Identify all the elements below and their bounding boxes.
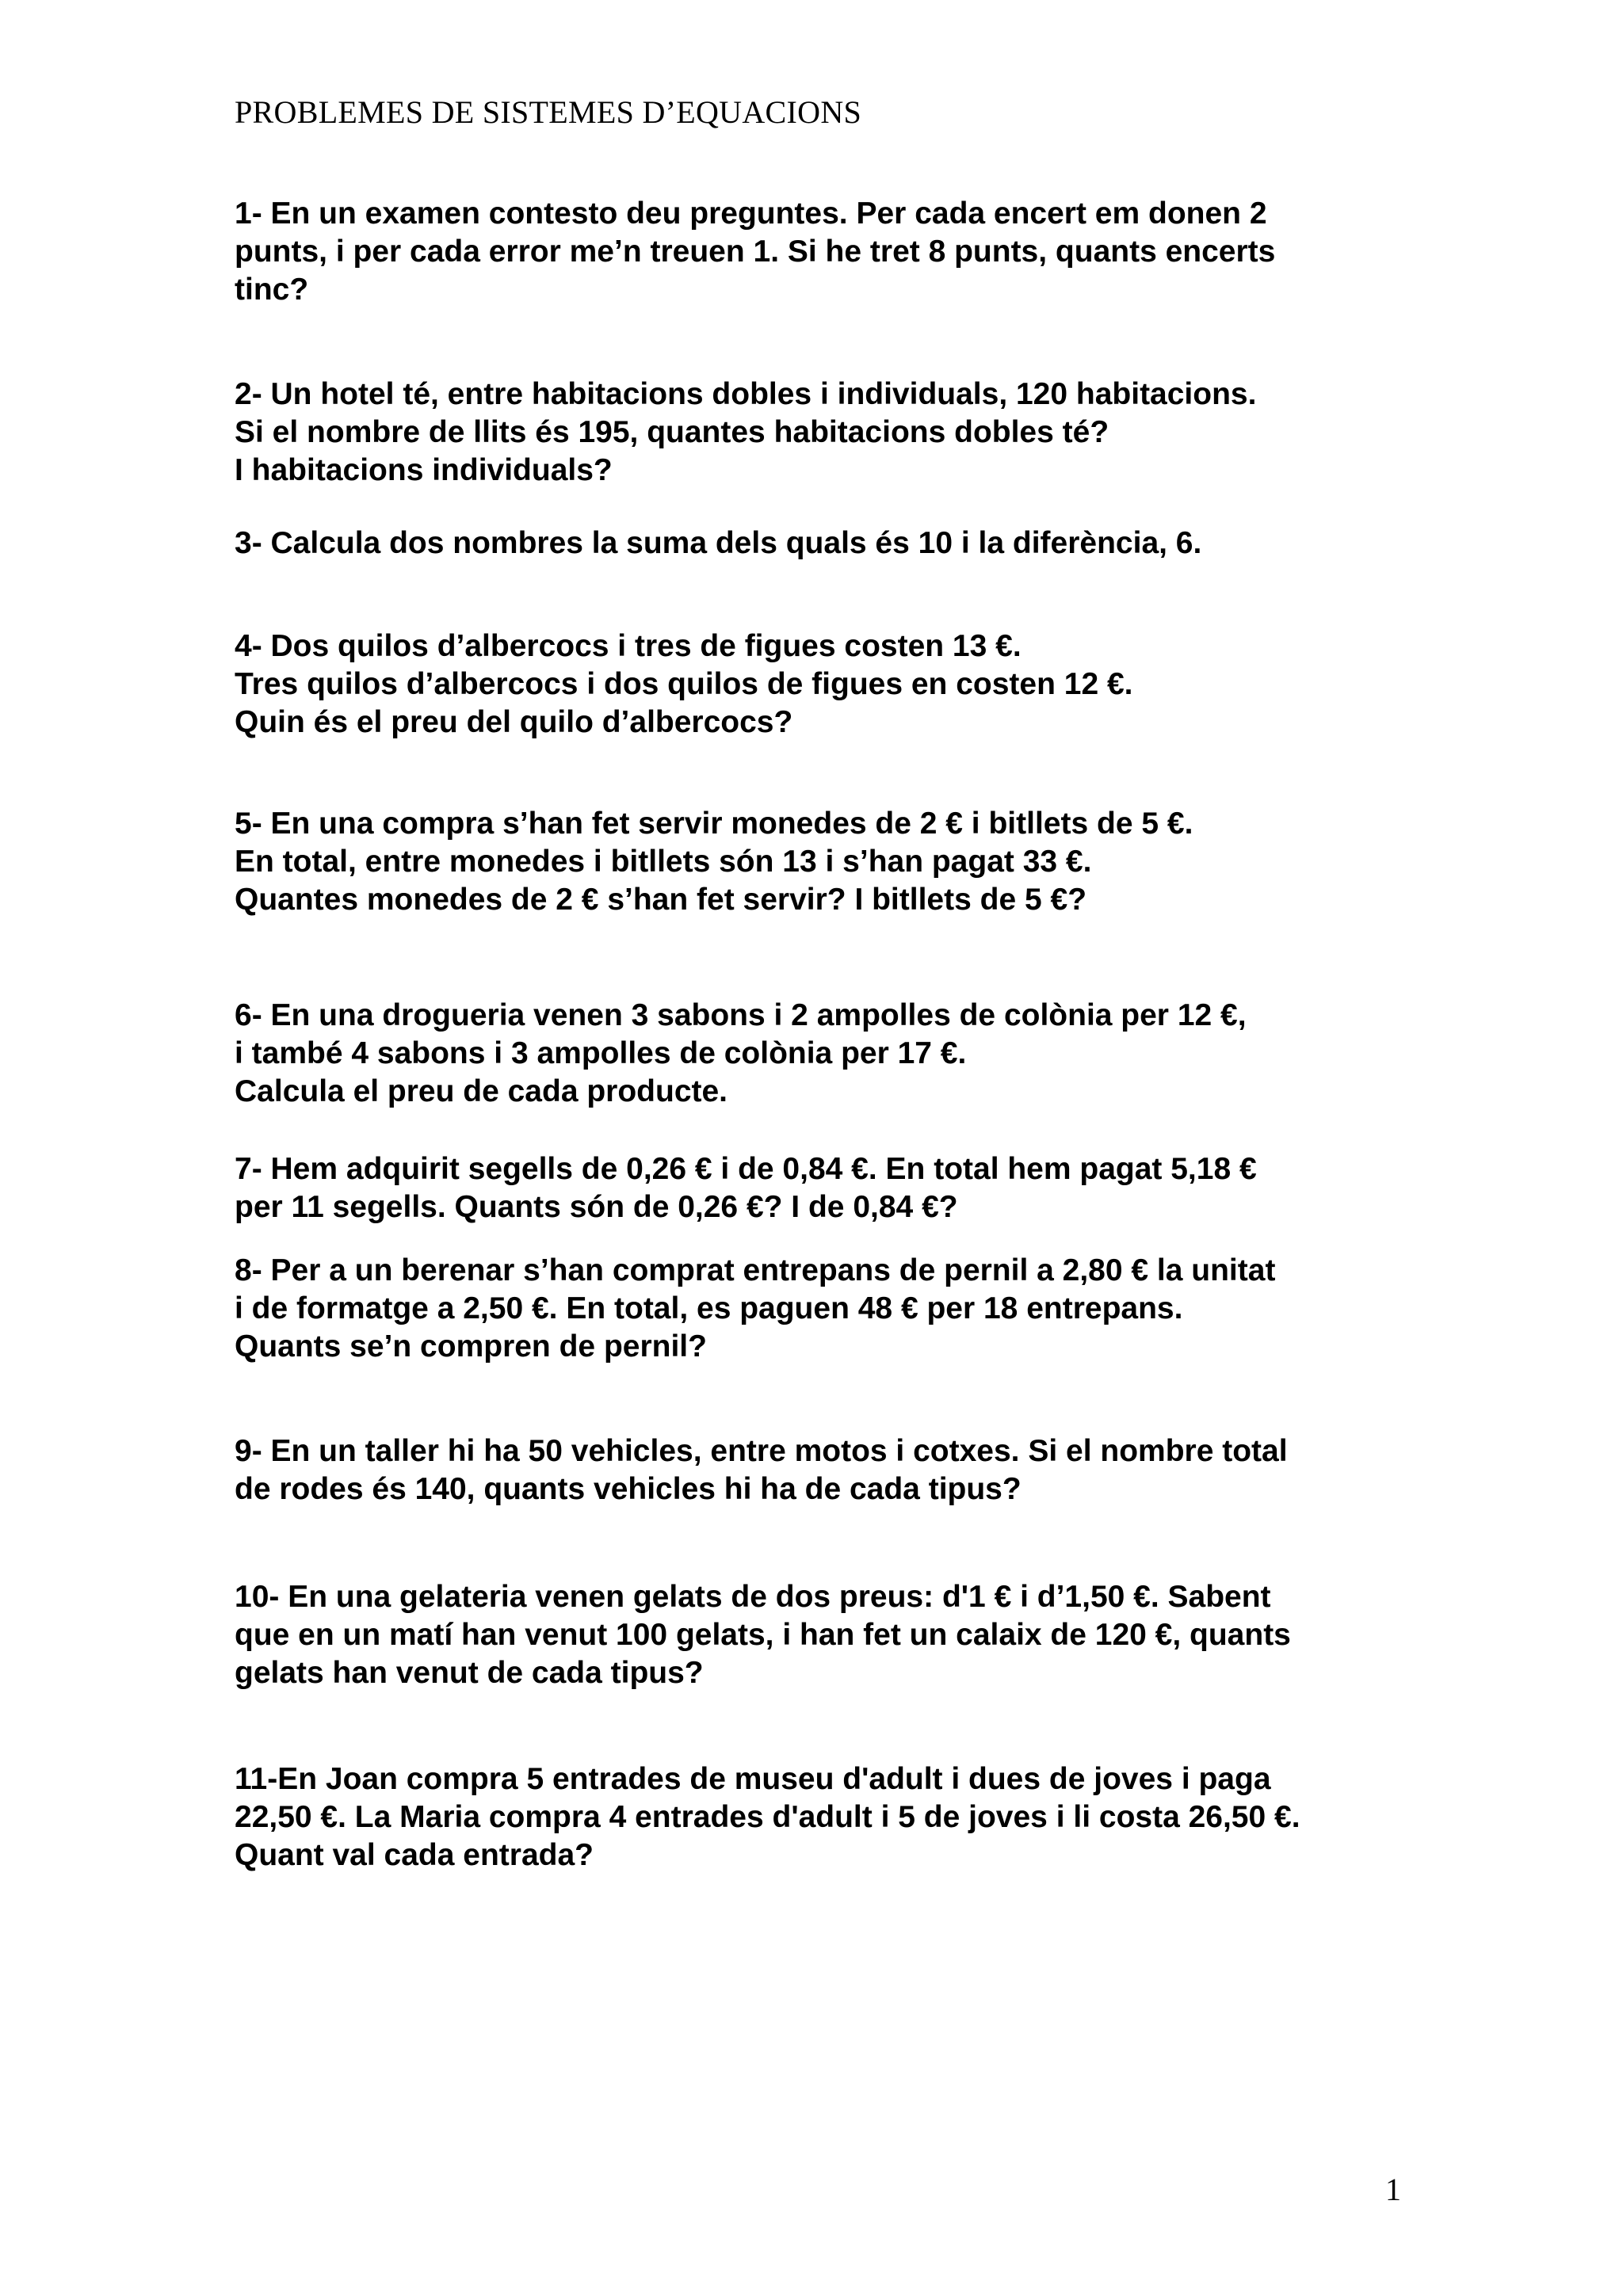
problem-line: Quant val cada entrada? <box>235 1838 594 1872</box>
problem-line: punts, i per cada error me’n treuen 1. Si he tret 8 punts, quants encerts <box>235 235 1276 269</box>
problem-11 <box>235 1760 1300 1875</box>
problem-9 <box>235 1432 1288 1508</box>
problem-5 <box>235 805 1193 919</box>
page-title: PROBLEMES DE SISTEMES D’EQUACIONS <box>235 94 862 130</box>
problem-line: per 11 segells. Quants són de 0,26 €? I de 0,84 €? <box>235 1190 958 1224</box>
problem-line: 4- Dos quilos d’albercocs i tres de figues costen 13 €. <box>235 629 1022 663</box>
problem-line: Quin és el preu del quilo d’albercocs? <box>235 705 793 739</box>
problem-line: Quants se’n compren de pernil? <box>235 1329 707 1363</box>
problem-line: i també 4 sabons i 3 ampolles de colònia per 17 €. <box>235 1036 967 1070</box>
problem-line: 11-En Joan compra 5 entrades de museu d'adult i dues de joves i paga <box>235 1762 1271 1796</box>
problem-line: Tres quilos d’albercocs i dos quilos de figues en costen 12 €. <box>235 667 1133 701</box>
problem-line: que en un matí han venut 100 gelats, i han fet un calaix de 120 €, quants <box>235 1618 1291 1652</box>
problem-line: En total, entre monedes i bitllets són 13 i s’han pagat 33 €. <box>235 845 1092 879</box>
problem-line: 3- Calcula dos nombres la suma dels quals és 10 i la diferència, 6. <box>235 526 1202 560</box>
problem-line: 10- En una gelateria venen gelats de dos preus: d'1 € i d’1,50 €. Sabent <box>235 1580 1271 1614</box>
page-number: 1 <box>1385 2172 1401 2207</box>
problem-line: Calcula el preu de cada producte. <box>235 1074 728 1108</box>
problem-line: de rodes és 140, quants vehicles hi ha de cada tipus? <box>235 1472 1022 1506</box>
problem-6 <box>235 997 1247 1111</box>
problem-10 <box>235 1578 1291 1692</box>
problem-line: 5- En una compra s’han fet servir monedes de 2 € i bitllets de 5 €. <box>235 807 1193 841</box>
problem-line: 22,50 €. La Maria compra 4 entrades d'adult i 5 de joves i li costa 26,50 €. <box>235 1800 1300 1834</box>
problem-line: 1- En un examen contesto deu preguntes. Per cada encert em donen 2 <box>235 196 1267 231</box>
problem-line: Quantes monedes de 2 € s’han fet servir? I bitllets de 5 €? <box>235 883 1087 917</box>
problem-line: 2- Un hotel té, entre habitacions dobles i individuals, 120 habitacions. <box>235 377 1257 411</box>
problem-line: 6- En una drogueria venen 3 sabons i 2 ampolles de colònia per 12 €, <box>235 998 1247 1032</box>
problem-8 <box>235 1252 1275 1366</box>
problem-line: 7- Hem adquirit segells de 0,26 € i de 0,84 €. En total hem pagat 5,18 € <box>235 1152 1257 1186</box>
problem-line: 8- Per a un berenar s’han comprat entrepans de pernil a 2,80 € la unitat <box>235 1253 1276 1287</box>
problem-line: tinc? <box>235 273 309 307</box>
problem-2 <box>235 376 1256 490</box>
problem-4 <box>235 627 1133 742</box>
problem-line: i de formatge a 2,50 €. En total, es paguen 48 € per 18 entrepans. <box>235 1291 1183 1325</box>
problem-3 <box>235 524 1201 563</box>
problem-line: gelats han venut de cada tipus? <box>235 1656 704 1690</box>
problem-line: Si el nombre de llits és 195, quantes habitacions dobles té? <box>235 415 1109 449</box>
problem-line: I habitacions individuals? <box>235 453 613 487</box>
problem-line: 9- En un taller hi ha 50 vehicles, entre motos i cotxes. Si el nombre total <box>235 1434 1288 1468</box>
problem-7 <box>235 1150 1257 1226</box>
problem-1 <box>235 195 1275 309</box>
